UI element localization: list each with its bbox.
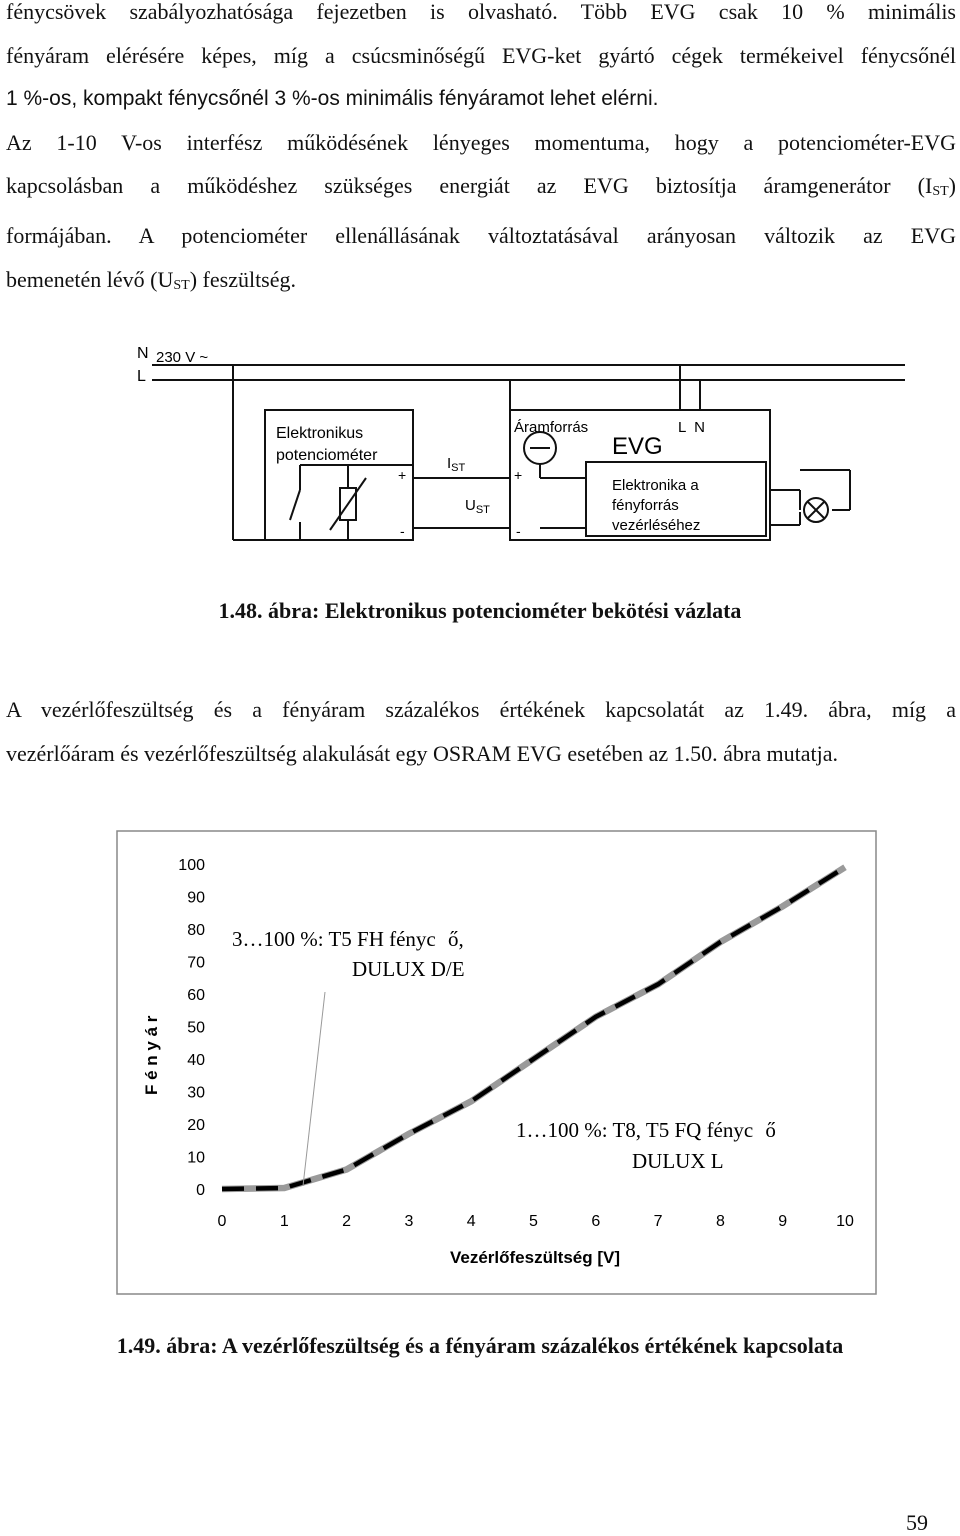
- y-tick-label: 30: [187, 1084, 205, 1102]
- paragraph-1-line-5-end: ): [948, 173, 956, 199]
- y-tick-label: 20: [187, 1117, 205, 1134]
- ust-label-main: U: [465, 497, 476, 514]
- x-axis-label: Vezérlőfeszültség [V]: [449, 1248, 621, 1267]
- fenyaram-chart: [0, 820, 960, 1300]
- paragraph-1-line-7-text: bemenetén lévő (U: [6, 266, 174, 292]
- annotation-1-text: 3…100 %: T5 FH fényc: [232, 927, 436, 951]
- pot-title-1: Elektronikus: [276, 425, 364, 442]
- x-tick-label: 4: [466, 1213, 476, 1230]
- annotation-1-tail: ő,: [447, 927, 464, 951]
- ist-label: [447, 455, 466, 474]
- paragraph-1-line-4: Az 1-10 V-os interfész működésének lényeges momentuma, hogy a potenciométer-EVG: [6, 129, 956, 155]
- paragraph-1: [6, 0, 956, 307]
- paragraph-1-line-3: 1 %-os, kompakt fénycsőnél 3 %-os minimális fényáramot lehet elérni.: [6, 87, 659, 111]
- paragraph-1-line-6: formájában. A potenciométer ellenállásának változtatásával arányosan változik az EVG: [6, 222, 956, 248]
- chart-frame: [117, 831, 876, 1294]
- y-tick-label: 100: [178, 857, 205, 874]
- page-number: 59: [906, 1510, 928, 1535]
- y-tick-label: 0: [196, 1182, 205, 1199]
- ust-label-sub: ST: [475, 504, 490, 516]
- evg-label: EVG: [612, 433, 663, 460]
- paragraph-1-line-2: fényáram elérésére képes, míg a csúcsminőségű EVG-ket gyártó cégek termékeivel fénycsőnél: [6, 42, 956, 68]
- source-label: Áramforrás: [514, 419, 589, 436]
- evg-text-3: vezérléséhez: [612, 517, 701, 534]
- x-tick-label: 7: [653, 1213, 663, 1230]
- paragraph-1-line-5-text: kapcsolásban a működéshez szükséges energiát az EVG biztosítja áramgenerátor (I: [6, 173, 933, 199]
- x-tick-label: 8: [715, 1213, 725, 1230]
- x-tick-label: 1: [279, 1213, 289, 1230]
- circuit-diagram: [0, 330, 960, 580]
- annotation-2-line-1: [516, 1118, 776, 1142]
- evg-text-1: Elektronika a: [612, 477, 699, 494]
- x-tick-label: 2: [342, 1213, 352, 1230]
- annotation-2-tail: ő: [765, 1118, 776, 1142]
- pot-title-2: potenciométer: [276, 447, 378, 464]
- ln-label: L N: [678, 419, 705, 436]
- paragraph-2-line-2: vezérlőáram és vezérlőfeszültség alakulását egy OSRAM EVG esetében az 1.50. ábra mutatja.: [6, 740, 839, 766]
- x-tick-label: 10: [836, 1213, 854, 1230]
- minus-terminal-2: -: [516, 523, 521, 539]
- n-label: N: [137, 345, 149, 362]
- y-tick-label: 90: [187, 889, 205, 907]
- evg-text-2: fényforrás: [612, 497, 679, 514]
- y-tick-label: 50: [187, 1019, 205, 1037]
- y-tick-label: 60: [187, 987, 205, 1004]
- annotation-1-line-2: DULUX D/E: [352, 957, 465, 981]
- annotation-2-gap: s: [753, 1118, 762, 1142]
- caption-figure-1-49: 1.49. ábra: A vezérlőfeszültség és a fényáram százalékos értékének kapcsolata: [116, 1333, 844, 1358]
- ist-subscript: ST: [932, 184, 949, 200]
- ust-label: [465, 497, 490, 516]
- y-tick-label: 80: [187, 922, 205, 939]
- paragraph-1-line-1: fénycsövek szabályozhatósága fejezetben is olvasható. Több EVG csak 10 % minimális: [6, 0, 956, 24]
- paragraph-2: [6, 688, 956, 775]
- x-tick-label: 6: [591, 1213, 601, 1230]
- ist-label-main: I: [447, 455, 452, 472]
- paragraph-1-line-7: [6, 258, 956, 308]
- plus-terminal-1: +: [398, 467, 407, 483]
- y-tick-label: 70: [187, 954, 205, 972]
- ust-subscript: ST: [173, 277, 190, 293]
- x-tick-label: 3: [404, 1213, 414, 1230]
- minus-terminal-1: -: [400, 523, 405, 539]
- annotation-2-text: 1…100 %: T8, T5 FQ fényc: [516, 1118, 754, 1142]
- y-tick-label: 10: [187, 1149, 205, 1167]
- l-label: L: [137, 368, 146, 385]
- y-axis-label: F é n y á r: [142, 1015, 161, 1095]
- paragraph-1-line-7-end: ) feszültség.: [189, 266, 297, 292]
- plus-terminal-2: +: [514, 467, 523, 483]
- paragraph-2-line-1: A vezérlőfeszültség és a fényáram százalékos értékének kapcsolatát az 1.49. ábra, míg a: [6, 697, 956, 722]
- y-tick-label: 40: [187, 1052, 205, 1069]
- x-tick-label: 9: [778, 1213, 788, 1230]
- voltage-label: 230 V ~: [156, 349, 209, 366]
- paragraph-1-line-5: [6, 164, 956, 214]
- annotation-2-line-2: DULUX L: [632, 1149, 724, 1173]
- annotation-1-line-1: [232, 927, 464, 951]
- annotation-1-gap: s: [435, 927, 444, 951]
- caption-figure-1-48: 1.48. ábra: Elektronikus potenciométer bekötési vázlata: [218, 598, 742, 623]
- x-tick-label: 5: [529, 1213, 538, 1230]
- x-tick-label: 0: [217, 1213, 227, 1230]
- ist-label-sub: ST: [451, 462, 466, 474]
